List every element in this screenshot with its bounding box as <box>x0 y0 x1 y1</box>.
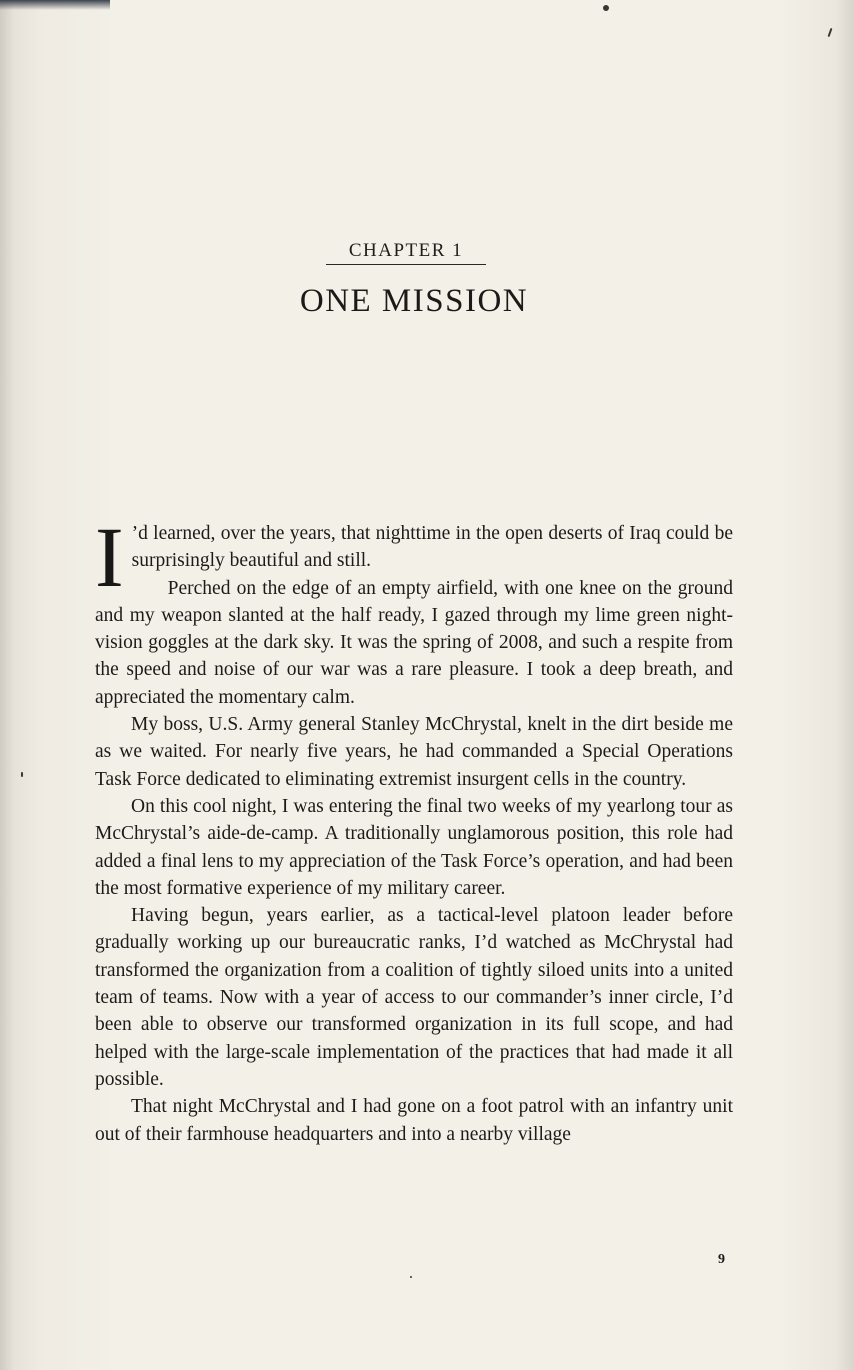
page-number: 9 <box>718 1252 725 1267</box>
paragraph-1-text: ’d learned, over the years, that nighttime in the open deserts of Iraq could be surprisingly beautiful and still. <box>131 523 733 572</box>
paragraph-2: Perched on the edge of an empty airfield, with one knee on the ground and my weapon slanted at the half ready, I gazed through my lime green night-vision goggles at the dark sky. It was the spring of 2008, and such a respite from the speed and noise of our war was a rare pleasure. I took a deep breath, and appreciated the momentary calm. <box>95 577 733 708</box>
body-text <box>95 509 733 1148</box>
chapter-rule <box>326 264 486 265</box>
chapter-label: CHAPTER 1 <box>348 240 464 261</box>
paragraph-4: On this cool night, I was entering the final two weeks of my yearlong tour as McChrystal’s aide-de-camp. A traditionally unglamorous position, this role had added a final lens to my appreciation of the Task Force’s operation, and had been the most formative experience of my military career. <box>95 795 733 899</box>
paragraph-3: My boss, U.S. Army general Stanley McChrystal, knelt in the dirt beside me as we waited. For nearly five years, he had commanded a Special Operations Task Force dedicated to eliminating extremist insurgent cells in the country. <box>95 714 733 790</box>
paragraph-6: That night McChrystal and I had gone on a foot patrol with an infantry unit out of their farmhouse headquarters and into a nearby village <box>95 1096 733 1145</box>
paragraph-1 <box>95 509 733 605</box>
paragraph-5: Having begun, years earlier, as a tactical-level platoon leader before gradually working up our bureaucratic ranks, I’d watched as McChrystal had transformed the organization from a coalition of tightly siloed units into a united team of teams. Now with a year of access to our commander’s inner circle, I’d been able to observe our transformed organization in its full scope, and had helped with the large-scale implementation of the practices that had made it all possible. <box>95 905 733 1090</box>
chapter-title: ONE MISSION <box>299 283 529 319</box>
scan-shadow <box>0 0 110 10</box>
drop-cap: I <box>95 509 124 605</box>
